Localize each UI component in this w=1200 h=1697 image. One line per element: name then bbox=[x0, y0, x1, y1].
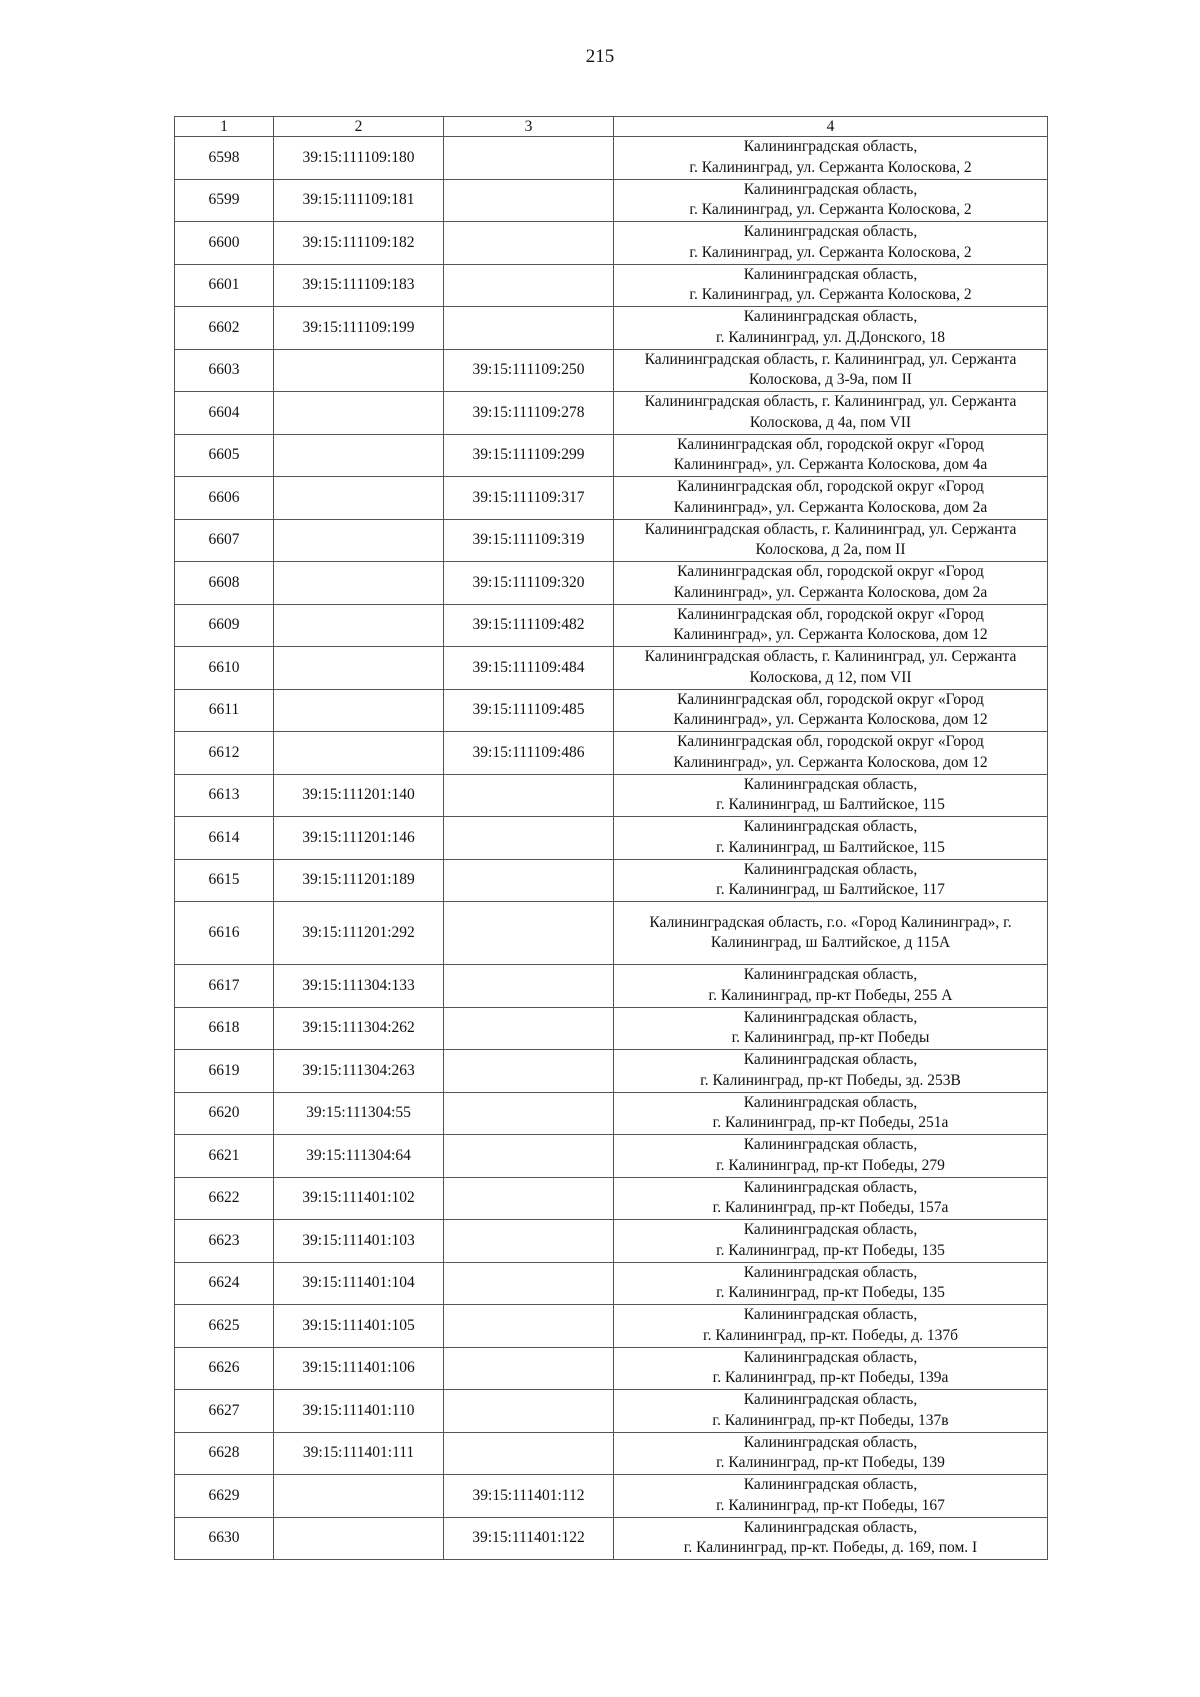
cadastral-number-cell bbox=[274, 519, 444, 562]
parent-cadastral-number-cell bbox=[444, 1177, 614, 1220]
address-line-1: Калининградская область, bbox=[743, 1093, 918, 1111]
cadastral-number-cell: 39:15:111109:181 bbox=[274, 179, 444, 222]
table-row bbox=[175, 307, 1048, 350]
address-cell bbox=[614, 817, 1048, 860]
address-cell bbox=[614, 179, 1048, 222]
row-number-cell: 6606 bbox=[175, 477, 274, 520]
row-number-cell: 6602 bbox=[175, 307, 274, 350]
address-cell bbox=[614, 477, 1048, 520]
address-line-1: Калининградская область, bbox=[743, 1518, 918, 1536]
parent-cadastral-number-cell: 39:15:111401:122 bbox=[444, 1517, 614, 1560]
parent-cadastral-number-cell bbox=[444, 774, 614, 817]
address-line-1: Калининградская область, bbox=[743, 1221, 918, 1239]
row-number-cell: 6620 bbox=[175, 1092, 274, 1135]
parent-cadastral-number-cell bbox=[444, 1007, 614, 1050]
address-cell bbox=[614, 965, 1048, 1008]
parent-cadastral-number-cell bbox=[444, 1220, 614, 1263]
cadastral-number-cell bbox=[274, 349, 444, 392]
cadastral-number-cell bbox=[274, 604, 444, 647]
cadastral-number-cell: 39:15:111401:111 bbox=[274, 1432, 444, 1475]
parent-cadastral-number-cell bbox=[444, 902, 614, 965]
address-cell bbox=[614, 1517, 1048, 1560]
address-line-1: Калининградская область, bbox=[743, 1136, 918, 1154]
header-row bbox=[175, 117, 1048, 137]
table-row bbox=[175, 732, 1048, 775]
parent-cadastral-number-cell bbox=[444, 1347, 614, 1390]
address-cell bbox=[614, 1432, 1048, 1475]
address-line-1: Калининградская область, bbox=[743, 1476, 918, 1494]
row-number-cell: 6609 bbox=[175, 604, 274, 647]
row-number-cell: 6613 bbox=[175, 774, 274, 817]
parent-cadastral-number-cell: 39:15:111109:484 bbox=[444, 647, 614, 690]
address-line-2: г. Калининград, пр-кт. Победы, д. 169, пом. I bbox=[683, 1539, 978, 1557]
cadastral-number-cell: 39:15:111401:103 bbox=[274, 1220, 444, 1263]
address-line-1: Калининградская область, bbox=[743, 818, 918, 836]
page-number: 215 bbox=[585, 46, 615, 67]
cadastral-number-cell: 39:15:111109:182 bbox=[274, 222, 444, 265]
parent-cadastral-number-cell bbox=[444, 1390, 614, 1433]
parent-cadastral-number-cell bbox=[444, 1135, 614, 1178]
address-line-1: Калининградская область, bbox=[743, 308, 918, 326]
row-number-cell: 6603 bbox=[175, 349, 274, 392]
address-line-2: г. Калининград, пр-кт Победы, 137в bbox=[712, 1411, 949, 1429]
row-number-cell: 6617 bbox=[175, 965, 274, 1008]
address-line-2: г. Калининград, пр-кт Победы, зд. 253В bbox=[700, 1071, 961, 1089]
address-line-2: г. Калининград, ш Балтийское, 115 bbox=[716, 796, 945, 814]
row-number-cell: 6621 bbox=[175, 1135, 274, 1178]
cadastral-number-cell: 39:15:111201:146 bbox=[274, 817, 444, 860]
address-line-1: Калининградская область, bbox=[743, 1433, 918, 1451]
row-number-cell: 6614 bbox=[175, 817, 274, 860]
table-row bbox=[175, 137, 1048, 180]
parent-cadastral-number-cell bbox=[444, 1262, 614, 1305]
parent-cadastral-number-cell: 39:15:111109:485 bbox=[444, 689, 614, 732]
address-cell bbox=[614, 1347, 1048, 1390]
address-line-1: Калининградская область, bbox=[743, 1306, 918, 1324]
address-line-2: Калининград», ул. Сержанта Колоскова, дом 12 bbox=[673, 711, 988, 729]
address-cell bbox=[614, 1390, 1048, 1433]
cadastral-number-cell bbox=[274, 477, 444, 520]
cadastral-number-cell: 39:15:111304:262 bbox=[274, 1007, 444, 1050]
address-line-2: г. Калининград, пр-кт Победы, 167 bbox=[716, 1496, 945, 1514]
address-line-2: г. Калининград, ул. Сержанта Колоскова, 2 bbox=[689, 158, 972, 176]
row-number-cell: 6624 bbox=[175, 1262, 274, 1305]
table-row bbox=[175, 689, 1048, 732]
row-number-cell: 6611 bbox=[175, 689, 274, 732]
row-number-cell: 6628 bbox=[175, 1432, 274, 1475]
address-line-1: Калининградская область, bbox=[743, 138, 918, 156]
row-number-cell: 6598 bbox=[175, 137, 274, 180]
address-line-2: г. Калининград, пр-кт Победы, 157а bbox=[712, 1199, 949, 1217]
address-cell bbox=[614, 1135, 1048, 1178]
address-cell bbox=[614, 222, 1048, 265]
header-col-3: 3 bbox=[444, 117, 614, 137]
cadastral-number-cell: 39:15:111201:189 bbox=[274, 859, 444, 902]
address-line-1: Калининградская область, bbox=[743, 1263, 918, 1281]
table-body bbox=[175, 137, 1048, 1560]
parent-cadastral-number-cell bbox=[444, 1050, 614, 1093]
address-line-1: Калининградская область, bbox=[743, 1391, 918, 1409]
parent-cadastral-number-cell bbox=[444, 307, 614, 350]
address-line-1: Калининградская обл, городской округ «Город bbox=[677, 733, 984, 751]
address-line-1: Калининградская область, bbox=[743, 265, 918, 283]
address-cell bbox=[614, 902, 1048, 965]
row-number-cell: 6608 bbox=[175, 562, 274, 605]
address-line-2: г. Калининград, ш Балтийское, 117 bbox=[716, 881, 945, 899]
table-row bbox=[175, 264, 1048, 307]
address-line-2: Колоскова, д 4а, пом VII bbox=[749, 413, 912, 431]
row-number-cell: 6600 bbox=[175, 222, 274, 265]
row-number-cell: 6599 bbox=[175, 179, 274, 222]
table-row bbox=[175, 519, 1048, 562]
cadastral-number-cell bbox=[274, 1517, 444, 1560]
table-row bbox=[175, 1135, 1048, 1178]
address-line-1: Калининградская обл, городской округ «Город bbox=[677, 435, 984, 453]
row-number-cell: 6630 bbox=[175, 1517, 274, 1560]
address-cell bbox=[614, 1220, 1048, 1263]
address-line-2: Калининград», ул. Сержанта Колоскова, дом 12 bbox=[673, 753, 988, 771]
row-number-cell: 6625 bbox=[175, 1305, 274, 1348]
address-line-1: Калининградская область, bbox=[743, 1178, 918, 1196]
table-row bbox=[175, 1305, 1048, 1348]
parent-cadastral-number-cell bbox=[444, 222, 614, 265]
address-line-1: Калининградская область, bbox=[743, 223, 918, 241]
cadastral-number-cell: 39:15:111201:140 bbox=[274, 774, 444, 817]
row-number-cell: 6618 bbox=[175, 1007, 274, 1050]
row-number-cell: 6619 bbox=[175, 1050, 274, 1093]
table-row bbox=[175, 1007, 1048, 1050]
table-row bbox=[175, 604, 1048, 647]
table-row bbox=[175, 1475, 1048, 1518]
address-cell bbox=[614, 774, 1048, 817]
table-row bbox=[175, 1177, 1048, 1220]
parent-cadastral-number-cell: 39:15:111109:278 bbox=[444, 392, 614, 435]
table-row bbox=[175, 1050, 1048, 1093]
parent-cadastral-number-cell: 39:15:111401:112 bbox=[444, 1475, 614, 1518]
row-number-cell: 6612 bbox=[175, 732, 274, 775]
address-line-1: Калининградская область, bbox=[743, 860, 918, 878]
parent-cadastral-number-cell: 39:15:111109:320 bbox=[444, 562, 614, 605]
table-row bbox=[175, 902, 1048, 965]
address-line-2: г. Калининград, пр-кт Победы, 139а bbox=[712, 1369, 949, 1387]
row-number-cell: 6629 bbox=[175, 1475, 274, 1518]
address-cell bbox=[614, 392, 1048, 435]
table-row bbox=[175, 1092, 1048, 1135]
address-line-1: Калининградская область, г.о. «Город Калининград», г. bbox=[649, 913, 1012, 931]
address-line-2: Калининград, ш Балтийское, д 115А bbox=[710, 934, 951, 951]
table-row bbox=[175, 1432, 1048, 1475]
address-line-1: Калининградская область, г. Калининград, ул. Сержанта bbox=[644, 350, 1017, 368]
table-row bbox=[175, 817, 1048, 860]
address-line-2: г. Калининград, пр-кт Победы, 135 bbox=[716, 1241, 945, 1259]
table-row bbox=[175, 1220, 1048, 1263]
row-number-cell: 6626 bbox=[175, 1347, 274, 1390]
table-row bbox=[175, 859, 1048, 902]
cadastral-number-cell: 39:15:111401:110 bbox=[274, 1390, 444, 1433]
table-row bbox=[175, 1262, 1048, 1305]
table-row bbox=[175, 647, 1048, 690]
parent-cadastral-number-cell bbox=[444, 1092, 614, 1135]
address-line-1: Калининградская область, bbox=[743, 1051, 918, 1069]
table-row bbox=[175, 349, 1048, 392]
parent-cadastral-number-cell: 39:15:111109:317 bbox=[444, 477, 614, 520]
address-cell bbox=[614, 1262, 1048, 1305]
address-cell bbox=[614, 732, 1048, 775]
row-number-cell: 6627 bbox=[175, 1390, 274, 1433]
address-cell bbox=[614, 1305, 1048, 1348]
address-cell bbox=[614, 1092, 1048, 1135]
address-line-2: Колоскова, д 2а, пом II bbox=[755, 541, 906, 559]
address-cell bbox=[614, 604, 1048, 647]
parent-cadastral-number-cell: 39:15:111109:319 bbox=[444, 519, 614, 562]
header-col-1: 1 bbox=[175, 117, 274, 137]
row-number-cell: 6605 bbox=[175, 434, 274, 477]
cadastral-number-cell: 39:15:111109:180 bbox=[274, 137, 444, 180]
address-line-2: Калининград», ул. Сержанта Колоскова, дом 2а bbox=[673, 498, 988, 516]
parent-cadastral-number-cell bbox=[444, 1432, 614, 1475]
parent-cadastral-number-cell bbox=[444, 1305, 614, 1348]
parent-cadastral-number-cell: 39:15:111109:250 bbox=[444, 349, 614, 392]
table-row bbox=[175, 434, 1048, 477]
row-number-cell: 6622 bbox=[175, 1177, 274, 1220]
address-line-1: Калининградская область, г. Калининград, ул. Сержанта bbox=[644, 648, 1017, 666]
header-col-4: 4 bbox=[614, 117, 1048, 137]
table-row bbox=[175, 562, 1048, 605]
cadastral-number-cell: 39:15:111304:55 bbox=[274, 1092, 444, 1135]
address-line-2: Калининград», ул. Сержанта Колоскова, дом 12 bbox=[673, 626, 988, 644]
address-cell bbox=[614, 137, 1048, 180]
cadastral-number-cell: 39:15:111304:263 bbox=[274, 1050, 444, 1093]
table-row bbox=[175, 477, 1048, 520]
parent-cadastral-number-cell bbox=[444, 179, 614, 222]
address-cell bbox=[614, 1475, 1048, 1518]
cadastral-number-cell: 39:15:111304:133 bbox=[274, 965, 444, 1008]
cadastral-number-cell bbox=[274, 562, 444, 605]
address-line-2: г. Калининград, пр-кт Победы, 139 bbox=[716, 1454, 945, 1472]
address-line-2: г. Калининград, пр-кт. Победы, д. 137б bbox=[702, 1326, 959, 1344]
address-line-1: Калининградская область, bbox=[743, 1348, 918, 1366]
address-line-1: Калининградская обл, городской округ «Город bbox=[677, 690, 984, 708]
address-cell bbox=[614, 562, 1048, 605]
address-line-2: Калининград», ул. Сержанта Колоскова, дом 2а bbox=[673, 583, 988, 601]
address-line-2: г. Калининград, пр-кт Победы, 255 А bbox=[708, 986, 953, 1004]
cadastral-number-cell bbox=[274, 689, 444, 732]
row-number-cell: 6604 bbox=[175, 392, 274, 435]
address-line-2: г. Калининград, пр-кт Победы, 135 bbox=[716, 1284, 945, 1302]
parent-cadastral-number-cell bbox=[444, 965, 614, 1008]
address-cell bbox=[614, 519, 1048, 562]
address-line-2: Калининград», ул. Сержанта Колоскова, дом 4а bbox=[673, 456, 988, 474]
address-line-2: г. Калининград, пр-кт Победы bbox=[731, 1029, 930, 1047]
property-table bbox=[174, 116, 1048, 1560]
address-line-1: Калининградская обл, городской округ «Город bbox=[677, 605, 984, 623]
table-header bbox=[175, 117, 1048, 137]
cadastral-number-cell: 39:15:111201:292 bbox=[274, 902, 444, 965]
row-number-cell: 6615 bbox=[175, 859, 274, 902]
parent-cadastral-number-cell bbox=[444, 817, 614, 860]
table-row bbox=[175, 1517, 1048, 1560]
address-line-2: г. Калининград, пр-кт Победы, 279 bbox=[716, 1156, 945, 1174]
table-row bbox=[175, 222, 1048, 265]
table-row bbox=[175, 392, 1048, 435]
address-line-1: Калининградская область, bbox=[743, 775, 918, 793]
cadastral-number-cell bbox=[274, 647, 444, 690]
parent-cadastral-number-cell bbox=[444, 859, 614, 902]
address-cell bbox=[614, 349, 1048, 392]
address-line-2: г. Калининград, ул. Д.Донского, 18 bbox=[715, 328, 945, 346]
address-line-2: г. Калининград, ул. Сержанта Колоскова, 2 bbox=[689, 243, 972, 261]
address-line-1: Калининградская обл, городской округ «Город bbox=[677, 563, 984, 581]
row-number-cell: 6610 bbox=[175, 647, 274, 690]
cadastral-number-cell: 39:15:111109:183 bbox=[274, 264, 444, 307]
row-number-cell: 6616 bbox=[175, 902, 274, 965]
address-cell bbox=[614, 1050, 1048, 1093]
address-line-1: Калининградская область, bbox=[743, 1008, 918, 1026]
address-line-2: г. Калининград, пр-кт Победы, 251а bbox=[712, 1114, 949, 1132]
address-line-2: Колоскова, д 3-9а, пом II bbox=[749, 371, 912, 389]
address-line-1: Калининградская обл, городской округ «Город bbox=[677, 478, 984, 496]
cadastral-number-cell: 39:15:111401:105 bbox=[274, 1305, 444, 1348]
address-cell bbox=[614, 1007, 1048, 1050]
address-line-2: г. Калининград, ул. Сержанта Колоскова, 2 bbox=[689, 201, 972, 219]
address-line-1: Калининградская область, г. Калининград, ул. Сержанта bbox=[644, 520, 1017, 538]
address-cell bbox=[614, 689, 1048, 732]
row-number-cell: 6601 bbox=[175, 264, 274, 307]
table-row bbox=[175, 179, 1048, 222]
cadastral-number-cell: 39:15:111109:199 bbox=[274, 307, 444, 350]
header-col-2: 2 bbox=[274, 117, 444, 137]
table-row bbox=[175, 1390, 1048, 1433]
table-row bbox=[175, 965, 1048, 1008]
table-row bbox=[175, 774, 1048, 817]
cadastral-number-cell: 39:15:111401:106 bbox=[274, 1347, 444, 1390]
row-number-cell: 6607 bbox=[175, 519, 274, 562]
parent-cadastral-number-cell: 39:15:111109:299 bbox=[444, 434, 614, 477]
address-cell bbox=[614, 307, 1048, 350]
address-cell bbox=[614, 1177, 1048, 1220]
address-cell bbox=[614, 434, 1048, 477]
address-line-2: Колоскова, д 12, пом VII bbox=[749, 668, 912, 686]
address-cell bbox=[614, 647, 1048, 690]
address-line-1: Калининградская область, bbox=[743, 966, 918, 984]
cadastral-number-cell bbox=[274, 1475, 444, 1518]
address-line-1: Калининградская область, г. Калининград, ул. Сержанта bbox=[644, 393, 1017, 411]
cadastral-number-cell: 39:15:111401:104 bbox=[274, 1262, 444, 1305]
cadastral-number-cell: 39:15:111401:102 bbox=[274, 1177, 444, 1220]
address-line-1: Калининградская область, bbox=[743, 180, 918, 198]
row-number-cell: 6623 bbox=[175, 1220, 274, 1263]
cadastral-number-cell: 39:15:111304:64 bbox=[274, 1135, 444, 1178]
cadastral-number-cell bbox=[274, 732, 444, 775]
address-line-2: г. Калининград, ш Балтийское, 115 bbox=[716, 838, 945, 856]
parent-cadastral-number-cell bbox=[444, 264, 614, 307]
address-cell bbox=[614, 264, 1048, 307]
table-row bbox=[175, 1347, 1048, 1390]
parent-cadastral-number-cell: 39:15:111109:482 bbox=[444, 604, 614, 647]
parent-cadastral-number-cell: 39:15:111109:486 bbox=[444, 732, 614, 775]
address-cell bbox=[614, 859, 1048, 902]
cadastral-number-cell bbox=[274, 392, 444, 435]
parent-cadastral-number-cell bbox=[444, 137, 614, 180]
cadastral-number-cell bbox=[274, 434, 444, 477]
address-line-2: г. Калининград, ул. Сержанта Колоскова, 2 bbox=[689, 286, 972, 304]
